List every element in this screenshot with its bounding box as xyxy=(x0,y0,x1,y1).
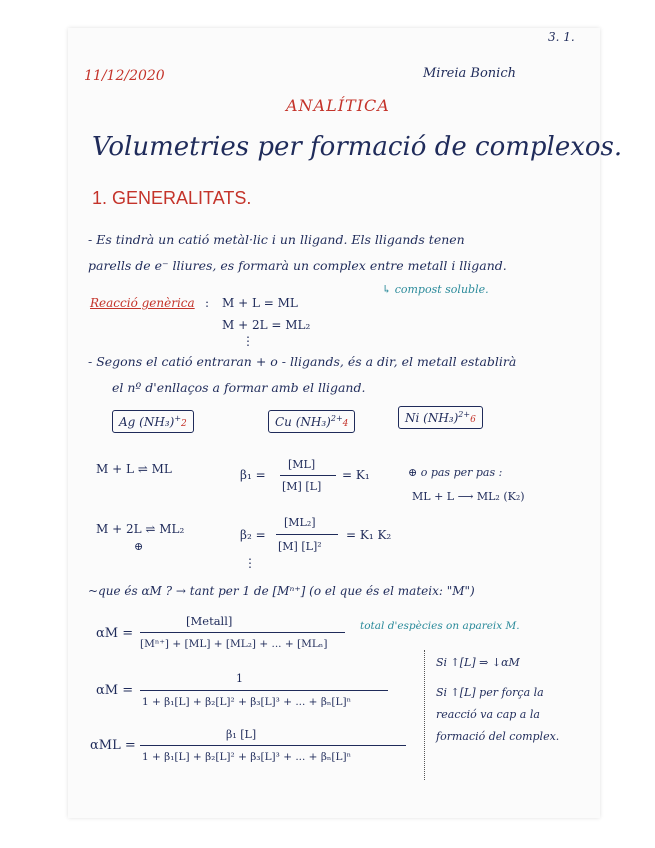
soluble-annotation: ↳ compost soluble. xyxy=(382,283,489,296)
complex-coordination: 6 xyxy=(470,415,476,425)
complex-coordination: 2 xyxy=(181,419,187,429)
stepwise-note: ⊕ o pas per pas : xyxy=(408,466,503,479)
reaction-label: Reacció genèrica xyxy=(90,296,195,310)
notes-divider xyxy=(424,650,425,780)
equilibrium-2: M + 2L ⇌ ML₂ xyxy=(96,522,185,536)
complex-formula: Ni (NH₃) xyxy=(405,411,459,425)
beta2-rhs: = K₁ K₂ xyxy=(346,528,392,542)
alpha-m-expanded-numerator: 1 xyxy=(236,672,243,685)
complex-box-nickel xyxy=(398,406,483,429)
alpha-ml-denominator: 1 + β₁[L] + β₂[L]² + β₃[L]³ + ... + βₙ[L]ⁿ xyxy=(142,751,352,763)
alpha-m-expanded-lhs: αM = xyxy=(96,683,134,698)
complex-formula: Ag (NH₃) xyxy=(119,415,175,429)
alpha-m-denominator: [Mⁿ⁺] + [ML] + [ML₂] + ... + [MLₙ] xyxy=(140,638,328,650)
section-heading: 1. GENERALITATS. xyxy=(92,188,252,208)
right-note-2: Si ↑[L] per força la xyxy=(436,686,544,699)
beta2-numerator: [ML₂] xyxy=(284,516,316,529)
alpha-ml-fraction-bar xyxy=(140,745,406,746)
alpha-m-note: total d'espècies on apareix M. xyxy=(360,620,520,632)
beta1-numerator: [ML] xyxy=(288,458,316,471)
note-line-1: - Segons el catió entraran + o - lligands, és a dir, el metall establirà xyxy=(88,354,517,369)
intro-line-2: parells de e⁻ lliures, es formarà un complex entre metall i lligand. xyxy=(88,258,507,273)
page-number: 3. 1. xyxy=(548,30,575,44)
equilibria-dots: ⋮ xyxy=(244,556,256,570)
complex-charge: 2+ xyxy=(458,410,471,419)
beta1-denominator: [M] [L] xyxy=(282,480,322,493)
complex-box-copper xyxy=(268,410,355,433)
beta2-fraction-bar xyxy=(276,534,338,535)
alpha-m-fraction-bar xyxy=(140,632,345,633)
beta2-denominator: [M] [L]² xyxy=(278,540,322,553)
alpha-question: ~que és αM ? → tant per 1 de [Mⁿ⁺] (o el que és el mateix: "M") xyxy=(88,584,475,598)
complex-coordination: 4 xyxy=(342,419,349,429)
page-title: Volumetries per formació de complexos. xyxy=(92,132,623,162)
alpha-ml-lhs: αML = xyxy=(90,738,136,753)
alpha-m-expanded-denominator: 1 + β₁[L] + β₂[L]² + β₃[L]³ + ... + βₙ[L]ⁿ xyxy=(142,696,352,708)
equilibrium-2-mark: ⊕ xyxy=(134,540,144,553)
beta2-lhs: β₂ = xyxy=(240,528,266,542)
complex-formula: Cu (NH₃) xyxy=(275,415,331,429)
reaction-colon: : xyxy=(205,296,210,310)
subject-heading: ANALÍTICA xyxy=(286,96,390,115)
equilibrium-1: M + L ⇌ ML xyxy=(96,462,172,476)
beta1-lhs: β₁ = xyxy=(240,468,266,482)
alpha-m-numerator: [Metall] xyxy=(186,614,233,628)
alpha-m-lhs: αM = xyxy=(96,626,134,641)
note-line-2: el nº d'enllaços a formar amb el lligand. xyxy=(112,380,366,395)
stepwise-equation: ML + L ⟶ ML₂ (K₂) xyxy=(412,490,525,503)
reaction-eq-2: M + 2L = ML₂ xyxy=(222,318,311,332)
right-note-1: Si ↑[L] ⇒ ↓αM xyxy=(436,656,520,669)
date: 11/12/2020 xyxy=(84,68,165,84)
reaction-eq-1: M + L = ML xyxy=(222,296,298,310)
reaction-dots: ⋮ xyxy=(242,334,254,348)
alpha-ml-numerator: β₁ [L] xyxy=(226,728,257,741)
beta1-fraction-bar xyxy=(280,475,336,476)
complex-charge: 2+ xyxy=(330,414,343,423)
alpha-m-expanded-fraction-bar xyxy=(140,690,388,691)
right-note-4: formació del complex. xyxy=(436,730,560,743)
complex-charge: + xyxy=(174,414,182,423)
complex-box-silver xyxy=(112,410,194,433)
beta1-rhs: = K₁ xyxy=(342,468,370,482)
intro-line-1: - Es tindrà un catió metàl·lic i un lligand. Els lligands tenen xyxy=(88,232,465,247)
right-note-3: reacció va cap a la xyxy=(436,708,540,721)
author: Mireia Bonich xyxy=(423,66,516,81)
